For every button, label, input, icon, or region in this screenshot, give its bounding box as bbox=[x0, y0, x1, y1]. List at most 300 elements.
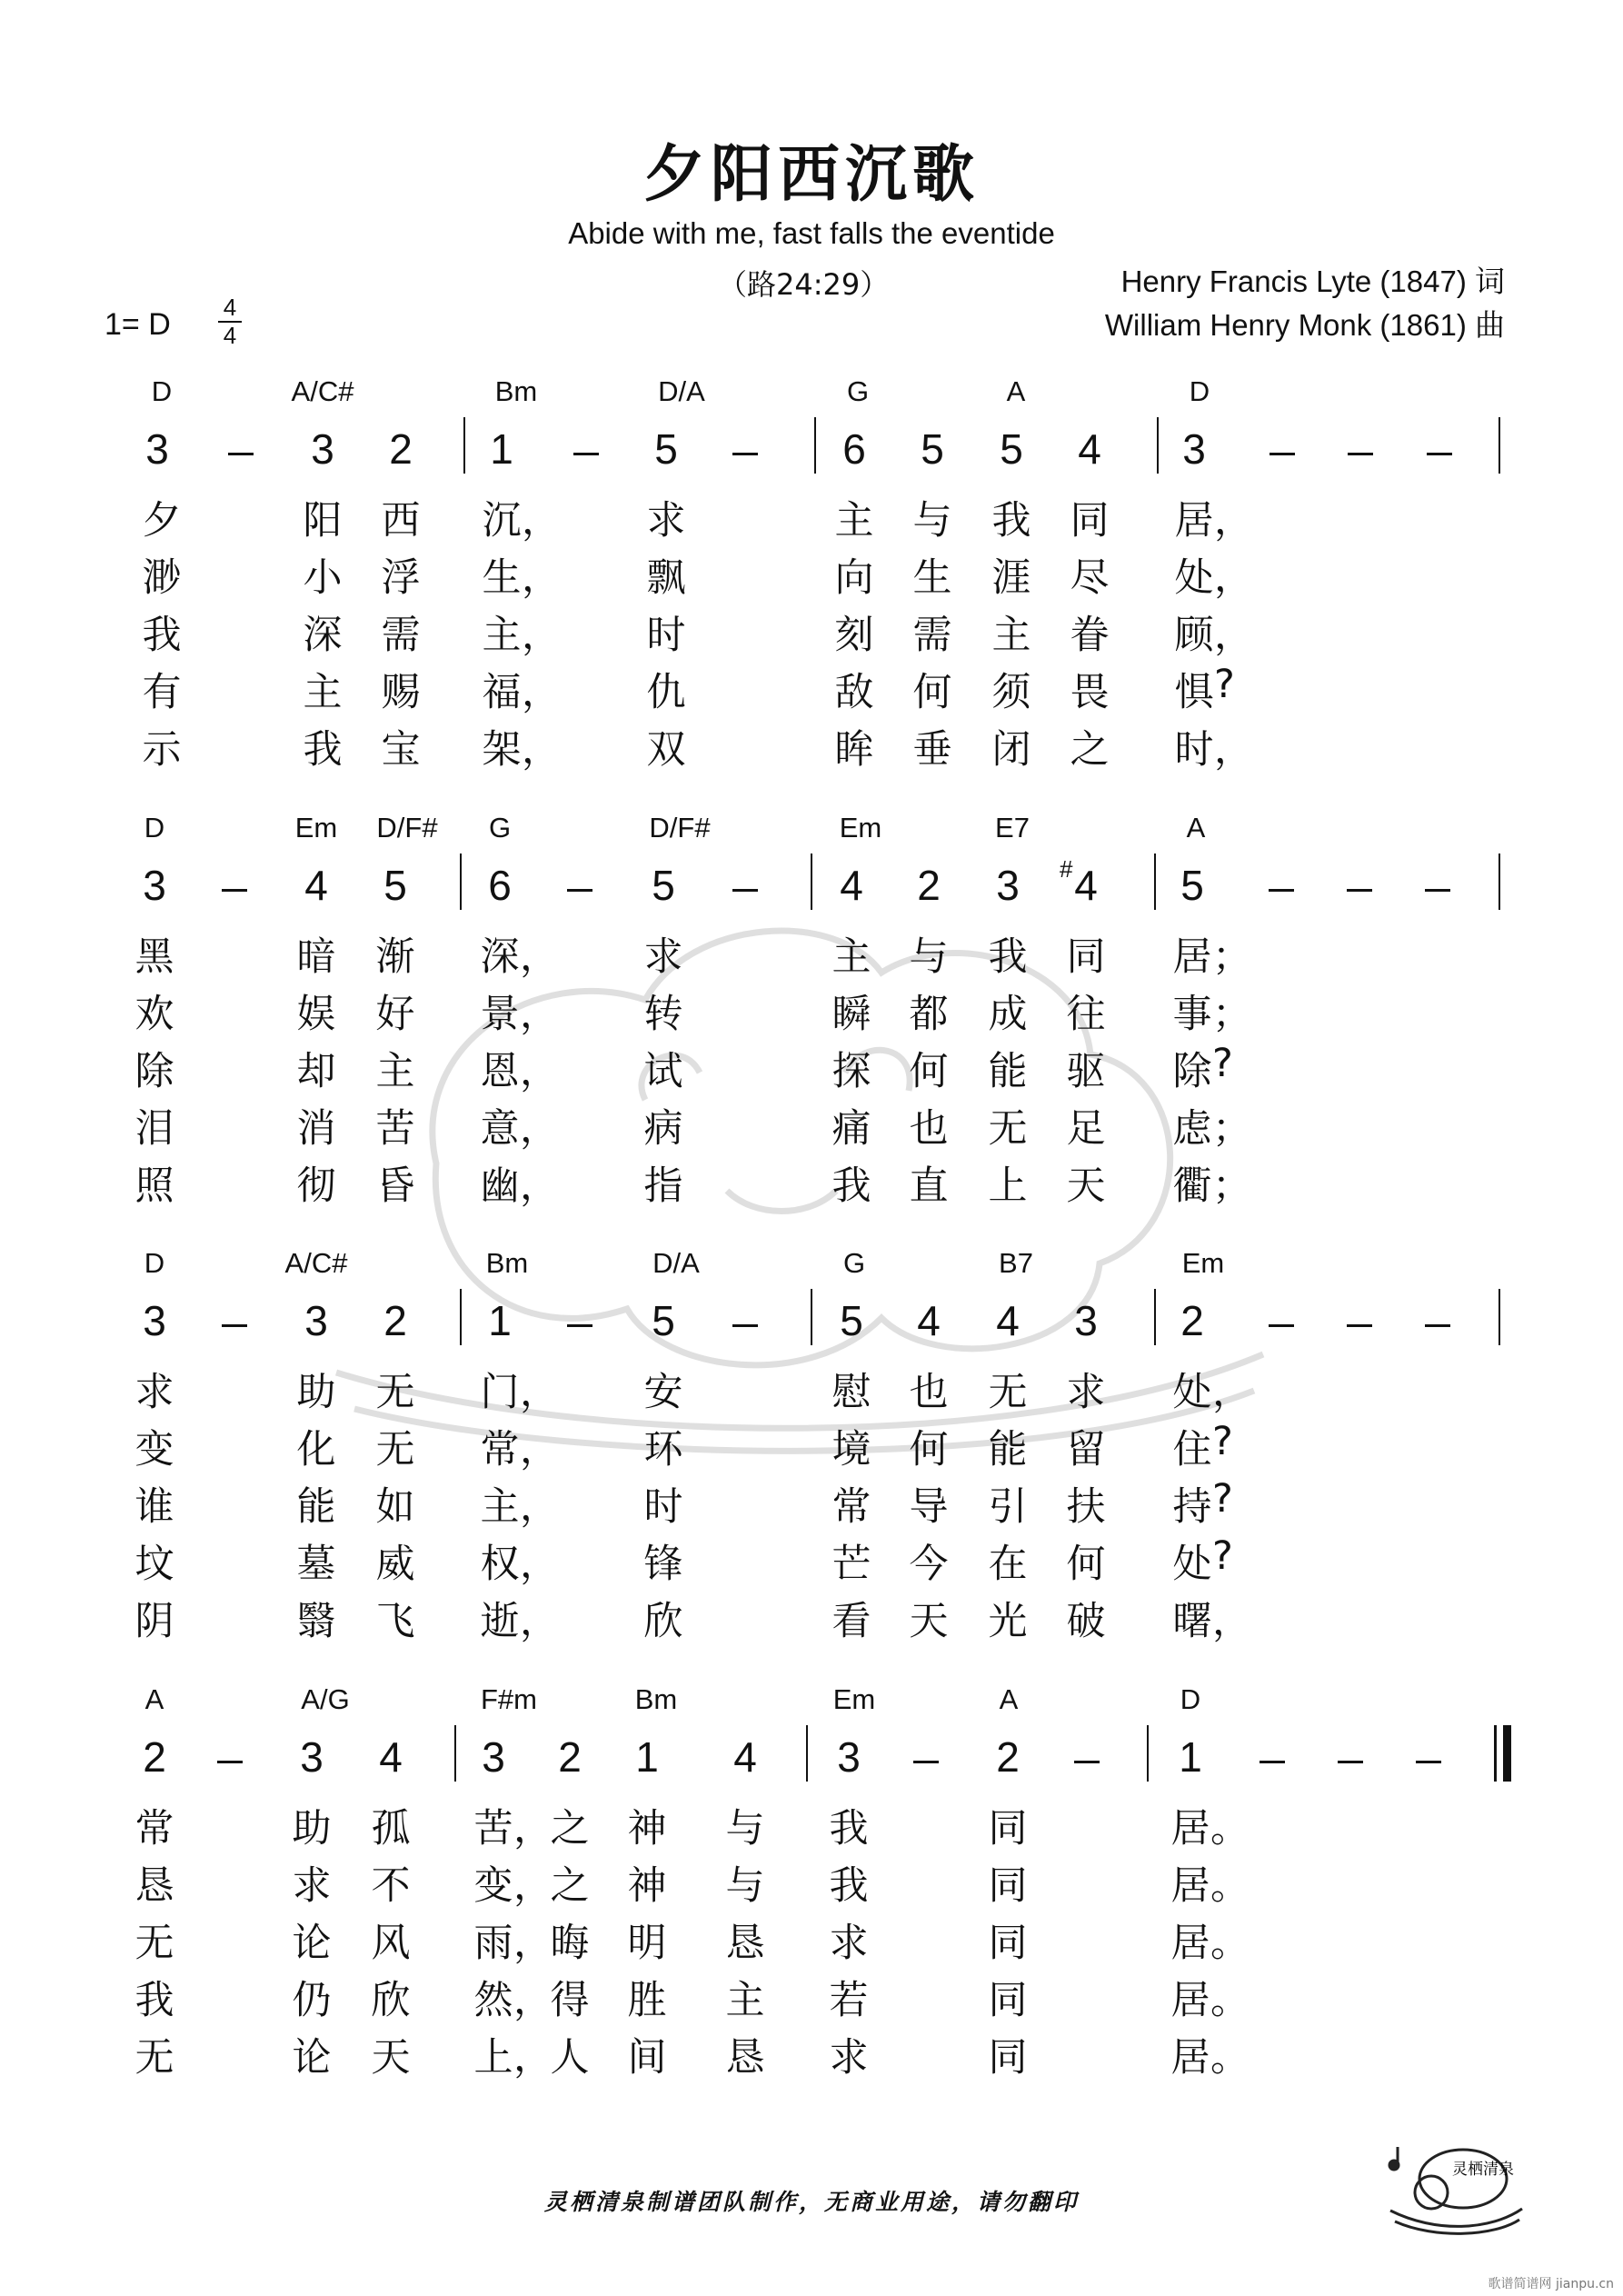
barline bbox=[460, 854, 462, 910]
jianpu-note: 4 bbox=[733, 1733, 757, 1781]
sustain-dash bbox=[228, 453, 254, 455]
lyric-punctuation: ? bbox=[1212, 1419, 1233, 1464]
jianpu-note: 2 bbox=[389, 425, 413, 473]
lyric-char: 何 bbox=[1066, 1542, 1106, 1587]
lyric-char: 成 bbox=[988, 992, 1028, 1037]
chord-symbol: Bm bbox=[494, 375, 538, 407]
jianpu-note: 5 bbox=[1180, 862, 1204, 909]
lyric-char: 刻 bbox=[834, 613, 874, 658]
lyric-char: 晦 bbox=[550, 1921, 590, 1966]
lyric-char: 我 bbox=[142, 613, 182, 658]
time-signature-top: 4 bbox=[223, 294, 237, 321]
lyric-char: 也 bbox=[909, 1370, 949, 1415]
lyric-punctuation: 。 bbox=[1210, 1806, 1250, 1852]
jianpu-note: 6 bbox=[842, 425, 866, 473]
lyric-char: 之 bbox=[550, 1806, 590, 1852]
lyric-char: 恳 bbox=[725, 1921, 765, 1966]
barline bbox=[1154, 1289, 1156, 1345]
lyric-char: 无 bbox=[988, 1106, 1028, 1152]
lyric-char: 欣 bbox=[643, 1599, 683, 1644]
chord-symbol: A/G bbox=[301, 1683, 350, 1715]
lyric-char: 我 bbox=[831, 1163, 871, 1209]
sustain-dash bbox=[1260, 1761, 1285, 1763]
lyric-char: 慰 bbox=[831, 1370, 871, 1415]
lyric-char: 生 bbox=[912, 555, 952, 601]
lyric-punctuation: ， bbox=[520, 992, 559, 1037]
lyric-char: 福 bbox=[482, 670, 522, 715]
jianpu-note: 2 bbox=[917, 862, 941, 909]
lyric-char: 能 bbox=[988, 1427, 1028, 1472]
lyric-char: 向 bbox=[834, 555, 874, 601]
lyric-punctuation: ； bbox=[1212, 992, 1251, 1037]
jianpu-note: 2 bbox=[383, 1297, 407, 1344]
lyric-char: 处 bbox=[1174, 555, 1214, 601]
lyric-punctuation: ， bbox=[1212, 1370, 1251, 1415]
lyric-punctuation: ， bbox=[1214, 498, 1253, 544]
lyric-char: 时 bbox=[1174, 727, 1214, 773]
lyric-char: 导 bbox=[909, 1484, 949, 1530]
key-signature: 1= D bbox=[105, 307, 171, 342]
lyric-char: 同 bbox=[988, 1978, 1028, 2023]
lyric-char: 无 bbox=[375, 1370, 415, 1415]
jianpu-note: 1 bbox=[488, 1297, 512, 1344]
lyric-char: 赐 bbox=[381, 670, 421, 715]
lyric-char: 引 bbox=[988, 1484, 1028, 1530]
sustain-dash bbox=[1347, 889, 1372, 892]
lyric-punctuation: ， bbox=[522, 727, 561, 773]
lyric-char: 景 bbox=[480, 992, 520, 1037]
lyric-char: 我 bbox=[988, 934, 1028, 980]
lyric-char: 天 bbox=[1066, 1163, 1106, 1209]
chord-symbol: A bbox=[999, 1683, 1019, 1715]
lyric-char: 求 bbox=[829, 1921, 869, 1966]
barline bbox=[1157, 417, 1159, 474]
lyric-punctuation: ， bbox=[1212, 1599, 1251, 1644]
jianpu-note: 4 bbox=[840, 862, 863, 909]
lyric-char: 苦 bbox=[473, 1806, 513, 1852]
lyric-char: 有 bbox=[142, 670, 182, 715]
lyric-char: 娱 bbox=[296, 992, 336, 1037]
lyric-char: 居 bbox=[1170, 1863, 1210, 1909]
sustain-dash bbox=[1347, 1324, 1372, 1327]
lyric-char: 意 bbox=[480, 1106, 520, 1152]
chord-symbol: A bbox=[1186, 812, 1206, 844]
lyric-char: 常 bbox=[480, 1427, 520, 1472]
lyric-char: 光 bbox=[988, 1599, 1028, 1644]
lyric-char: 畏 bbox=[1070, 670, 1110, 715]
lyric-punctuation: 。 bbox=[1210, 1863, 1250, 1909]
jianpu-note: 3 bbox=[300, 1733, 324, 1781]
chord-symbol: A bbox=[1006, 375, 1026, 407]
lyric-char: 需 bbox=[912, 613, 952, 658]
lyric-char: 深 bbox=[303, 613, 343, 658]
lyric-char: 探 bbox=[831, 1049, 871, 1094]
lyric-char: 居 bbox=[1174, 498, 1214, 544]
chord-symbol: B7 bbox=[999, 1247, 1033, 1279]
lyric-char: 消 bbox=[296, 1106, 336, 1152]
jianpu-note: 1 bbox=[490, 425, 513, 473]
lyric-char: 得 bbox=[550, 1978, 590, 2023]
lyric-char: 暗 bbox=[296, 934, 336, 980]
lyric-char: 变 bbox=[473, 1863, 513, 1909]
lyric-char: 深 bbox=[480, 934, 520, 980]
lyric-char: 瞬 bbox=[831, 992, 871, 1037]
lyric-char: 如 bbox=[375, 1484, 415, 1530]
lyric-punctuation: ， bbox=[520, 1484, 559, 1530]
lyric-char: 论 bbox=[292, 2035, 332, 2081]
lyric-char: 化 bbox=[296, 1427, 336, 1472]
time-signature bbox=[216, 295, 244, 348]
lyric-char: 时 bbox=[643, 1484, 683, 1530]
lyric-char: 足 bbox=[1066, 1106, 1106, 1152]
lyric-char: 助 bbox=[292, 1806, 332, 1852]
lyric-char: 留 bbox=[1066, 1427, 1106, 1472]
sustain-dash bbox=[222, 1324, 247, 1327]
lyric-char: 往 bbox=[1066, 992, 1106, 1037]
lyric-char: 之 bbox=[550, 1863, 590, 1909]
jianpu-note: 5 bbox=[921, 425, 944, 473]
lyric-char: 虑 bbox=[1172, 1106, 1212, 1152]
chord-symbol: F#m bbox=[481, 1683, 537, 1715]
barline bbox=[811, 854, 812, 910]
barline bbox=[1499, 1289, 1500, 1345]
lyric-char: 同 bbox=[1070, 498, 1110, 544]
lyric-char: 架 bbox=[482, 727, 522, 773]
lyric-char: 敌 bbox=[834, 670, 874, 715]
lyric-char: 求 bbox=[134, 1370, 174, 1415]
footer-credit: 灵栖清泉制谱团队制作，无商业用途，请勿翻印 bbox=[543, 2189, 1079, 2215]
lyric-char: 也 bbox=[909, 1106, 949, 1152]
lyric-char: 风 bbox=[371, 1921, 411, 1966]
lyric-char: 主 bbox=[482, 613, 522, 658]
lyric-punctuation: ? bbox=[1212, 1533, 1233, 1579]
jianpu-note: 1 bbox=[635, 1733, 659, 1781]
jianpu-note: 3 bbox=[996, 862, 1020, 909]
lyric-char: 今 bbox=[909, 1542, 949, 1587]
lyric-char: 主 bbox=[831, 934, 871, 980]
lyric-char: 恳 bbox=[134, 1863, 174, 1909]
lyric-char: 欢 bbox=[134, 992, 174, 1037]
lyric-char: 能 bbox=[988, 1049, 1028, 1094]
lyric-char: 都 bbox=[909, 992, 949, 1037]
chord-symbol: Em bbox=[1181, 1247, 1225, 1279]
jianpu-note: 3 bbox=[1074, 1297, 1098, 1344]
jianpu-note: 4 bbox=[304, 862, 328, 909]
lyric-char: 人 bbox=[550, 2035, 590, 2081]
lyric-punctuation: ， bbox=[522, 670, 561, 715]
lyric-char: 却 bbox=[296, 1049, 336, 1094]
sustain-dash bbox=[1269, 889, 1294, 892]
lyric-char: 无 bbox=[134, 2035, 174, 2081]
lyric-char: 事 bbox=[1172, 992, 1212, 1037]
barline bbox=[1147, 1725, 1149, 1782]
lyric-char: 渐 bbox=[375, 934, 415, 980]
lyric-char: 与 bbox=[909, 934, 949, 980]
lyric-char: 无 bbox=[375, 1427, 415, 1472]
lyric-char: 苦 bbox=[375, 1106, 415, 1152]
lyric-char: 惧 bbox=[1174, 670, 1214, 715]
lyric-char: 上 bbox=[473, 2035, 513, 2081]
lyric-char: 曙 bbox=[1172, 1599, 1212, 1644]
jianpu-note: 4 bbox=[379, 1733, 403, 1781]
lyric-punctuation: 。 bbox=[1210, 1921, 1250, 1966]
lyric-char: 孤 bbox=[371, 1806, 411, 1852]
lyric-char: 好 bbox=[375, 992, 415, 1037]
lyric-char: 昏 bbox=[375, 1163, 415, 1209]
lyric-char: 逝 bbox=[480, 1599, 520, 1644]
chord-symbol: A bbox=[144, 1683, 164, 1715]
lyric-punctuation: ， bbox=[513, 1921, 553, 1966]
lyric-punctuation: ； bbox=[1212, 1163, 1251, 1209]
lyric-char: 安 bbox=[643, 1370, 683, 1415]
lyric-char: 无 bbox=[988, 1370, 1028, 1415]
sustain-dash bbox=[1425, 1324, 1450, 1327]
jianpu-note: 2 bbox=[1180, 1297, 1204, 1344]
sustain-dash bbox=[217, 1761, 243, 1763]
lyric-char: 双 bbox=[646, 727, 686, 773]
lyric-char: 助 bbox=[296, 1370, 336, 1415]
barline bbox=[460, 1289, 462, 1345]
lyric-char: 间 bbox=[627, 2035, 667, 2081]
lyric-char: 指 bbox=[643, 1163, 683, 1209]
lyric-char: 明 bbox=[627, 1921, 667, 1966]
lyric-punctuation: ， bbox=[520, 1106, 559, 1152]
chord-symbol: G bbox=[846, 375, 870, 407]
lyric-char: 然 bbox=[473, 1978, 513, 2023]
chord-symbol: D/A bbox=[658, 375, 705, 407]
chord-symbol: A/C# bbox=[284, 1247, 348, 1279]
jianpu-note: 3 bbox=[143, 1297, 166, 1344]
lyric-char: 主 bbox=[725, 1978, 765, 2023]
barline bbox=[463, 417, 465, 474]
lyric-char: 直 bbox=[909, 1163, 949, 1209]
sustain-dash bbox=[1427, 453, 1452, 455]
jianpu-note: 4 bbox=[1078, 425, 1101, 473]
jianpu-note: 6 bbox=[488, 862, 512, 909]
sustain-dash bbox=[1338, 1761, 1363, 1763]
lyric-char: 若 bbox=[829, 1978, 869, 2023]
lyric-char: 飘 bbox=[646, 555, 686, 601]
sustain-dash bbox=[1416, 1761, 1441, 1763]
jianpu-note: 2 bbox=[143, 1733, 166, 1781]
lyric-punctuation: ， bbox=[522, 613, 561, 658]
lyric-char: 除 bbox=[1172, 1049, 1212, 1094]
corner-watermark: 歌谱简谱网 jianpu.cn bbox=[1488, 2277, 1614, 2291]
lyric-char: 衢 bbox=[1172, 1163, 1212, 1209]
lyric-char: 胜 bbox=[627, 1978, 667, 2023]
chord-symbol: D bbox=[144, 1247, 165, 1279]
lyric-char: 西 bbox=[381, 498, 421, 544]
sustain-dash bbox=[732, 1324, 758, 1327]
lyric-char: 须 bbox=[991, 670, 1031, 715]
logo-text-1: 灵栖清泉 bbox=[1452, 2161, 1514, 2179]
lyric-punctuation: ? bbox=[1212, 1041, 1233, 1086]
lyric-char: 闭 bbox=[991, 727, 1031, 773]
lyric-char: 夕 bbox=[142, 498, 182, 544]
lyric-char: 我 bbox=[829, 1863, 869, 1909]
jianpu-note: 3 bbox=[143, 862, 166, 909]
lyric-char: 彻 bbox=[296, 1163, 336, 1209]
barline bbox=[814, 417, 816, 474]
lyric-char: 我 bbox=[829, 1806, 869, 1852]
barline bbox=[454, 1725, 456, 1782]
lyric-char: 在 bbox=[988, 1542, 1028, 1587]
lyric-char: 住 bbox=[1172, 1427, 1212, 1472]
lyric-char: 尽 bbox=[1070, 555, 1110, 601]
lyric-punctuation: ， bbox=[513, 2035, 553, 2081]
chord-symbol: Bm bbox=[485, 1247, 529, 1279]
sustain-dash bbox=[567, 889, 592, 892]
lyric-char: 居 bbox=[1170, 2035, 1210, 2081]
team-logo-icon bbox=[1381, 2129, 1527, 2238]
chord-symbol: Em bbox=[294, 812, 338, 844]
lyric-char: 同 bbox=[1066, 934, 1106, 980]
jianpu-note: 5 bbox=[654, 425, 678, 473]
chord-symbol: D/F# bbox=[649, 812, 711, 844]
lyric-char: 常 bbox=[831, 1484, 871, 1530]
jianpu-note: 5 bbox=[652, 1297, 675, 1344]
lyric-punctuation: ， bbox=[513, 1806, 553, 1852]
lyric-punctuation: ， bbox=[513, 1978, 553, 2023]
lyric-punctuation: 。 bbox=[1210, 2035, 1250, 2081]
song-title: 夕阳西沉歌 bbox=[642, 139, 980, 211]
lyric-char: 墓 bbox=[296, 1542, 336, 1587]
lyric-char: 照 bbox=[134, 1163, 174, 1209]
lyric-char: 阳 bbox=[303, 498, 343, 544]
lyric-char: 我 bbox=[991, 498, 1031, 544]
chord-symbol: D bbox=[151, 375, 173, 407]
lyric-char: 仇 bbox=[646, 670, 686, 715]
lyric-char: 不 bbox=[371, 1863, 411, 1909]
lyric-char: 我 bbox=[303, 727, 343, 773]
lyric-char: 锋 bbox=[643, 1542, 683, 1587]
sustain-dash bbox=[573, 453, 599, 455]
lyric-char: 居 bbox=[1172, 934, 1212, 980]
lyric-char: 渺 bbox=[142, 555, 182, 601]
lyric-char: 谁 bbox=[134, 1484, 174, 1530]
chord-symbol: A/C# bbox=[291, 375, 354, 407]
jianpu-note: 3 bbox=[837, 1733, 861, 1781]
sustain-dash bbox=[222, 889, 247, 892]
lyric-char: 主 bbox=[375, 1049, 415, 1094]
lyric-char: 试 bbox=[643, 1049, 683, 1094]
lyric-char: 时 bbox=[646, 613, 686, 658]
lyric-char: 飞 bbox=[375, 1599, 415, 1644]
barline bbox=[1499, 417, 1500, 474]
jianpu-note: 4 bbox=[917, 1297, 941, 1344]
lyric-char: 求 bbox=[292, 1863, 332, 1909]
lyric-punctuation: ， bbox=[1214, 613, 1253, 658]
scripture-reference: （路24:29） bbox=[718, 267, 890, 302]
lyric-char: 沉 bbox=[482, 498, 522, 544]
lyric-char: 何 bbox=[909, 1049, 949, 1094]
lyric-char: 求 bbox=[646, 498, 686, 544]
lyric-punctuation: 。 bbox=[1210, 1978, 1250, 2023]
lyric-punctuation: ， bbox=[520, 1049, 559, 1094]
lyric-char: 与 bbox=[912, 498, 952, 544]
lyricist-credit: Henry Francis Lyte (1847) 词 bbox=[1120, 265, 1505, 298]
lyric-char: 神 bbox=[627, 1863, 667, 1909]
chord-symbol: Bm bbox=[634, 1683, 678, 1715]
lyric-char: 示 bbox=[142, 727, 182, 773]
jianpu-note: 2 bbox=[996, 1733, 1020, 1781]
lyric-char: 求 bbox=[1066, 1370, 1106, 1415]
english-subtitle: Abide with me, fast falls the eventide bbox=[568, 216, 1055, 250]
lyric-char: 芒 bbox=[831, 1542, 871, 1587]
lyric-char: 涯 bbox=[991, 555, 1031, 601]
lyric-char: 上 bbox=[988, 1163, 1028, 1209]
jianpu-note: 4 bbox=[996, 1297, 1020, 1344]
jianpu-note: 3 bbox=[482, 1733, 505, 1781]
chord-symbol: Em bbox=[839, 812, 882, 844]
jianpu-note: 3 bbox=[145, 425, 169, 473]
chord-symbol: Em bbox=[832, 1683, 876, 1715]
lyric-char: 天 bbox=[371, 2035, 411, 2081]
lyric-char: 与 bbox=[725, 1863, 765, 1909]
sustain-dash bbox=[1074, 1761, 1100, 1763]
lyric-char: 泪 bbox=[134, 1106, 174, 1152]
chord-symbol: D/A bbox=[652, 1247, 700, 1279]
lyric-char: 眷 bbox=[1070, 613, 1110, 658]
lyric-punctuation: ， bbox=[513, 1863, 553, 1909]
lyric-char: 何 bbox=[909, 1427, 949, 1472]
lyric-char: 恩 bbox=[480, 1049, 520, 1094]
lyric-char: 求 bbox=[829, 2035, 869, 2081]
jianpu-note: 2 bbox=[558, 1733, 582, 1781]
sustain-dash bbox=[913, 1761, 939, 1763]
jianpu-note: 5 bbox=[1000, 425, 1023, 473]
lyric-char: 论 bbox=[292, 1921, 332, 1966]
lyric-char: 看 bbox=[831, 1599, 871, 1644]
lyric-char: 生 bbox=[482, 555, 522, 601]
lyric-char: 我 bbox=[134, 1978, 174, 2023]
lyric-punctuation: ? bbox=[1214, 662, 1235, 707]
chord-symbol: D/F# bbox=[376, 812, 438, 844]
lyric-char: 雨 bbox=[473, 1921, 513, 1966]
lyric-char: 幽 bbox=[480, 1163, 520, 1209]
lyric-char: 环 bbox=[643, 1427, 683, 1472]
lyric-char: 需 bbox=[381, 613, 421, 658]
sustain-dash bbox=[732, 453, 758, 455]
lyric-char: 无 bbox=[134, 1921, 174, 1966]
barline bbox=[811, 1289, 812, 1345]
sustain-dash bbox=[1269, 1324, 1294, 1327]
barline bbox=[806, 1725, 808, 1782]
lyric-char: 处 bbox=[1172, 1542, 1212, 1587]
lyric-char: 能 bbox=[296, 1484, 336, 1530]
lyric-char: 同 bbox=[988, 1921, 1028, 1966]
lyric-char: 主 bbox=[480, 1484, 520, 1530]
lyric-char: 求 bbox=[643, 934, 683, 980]
jianpu-note: 3 bbox=[311, 425, 334, 473]
lyric-punctuation: ， bbox=[520, 1163, 559, 1209]
lyric-char: 恳 bbox=[725, 2035, 765, 2081]
lyric-char: 眸 bbox=[834, 727, 874, 773]
lyric-punctuation: ， bbox=[522, 555, 561, 601]
chord-symbol: G bbox=[842, 1247, 866, 1279]
final-barline bbox=[1494, 1725, 1497, 1782]
chord-symbol: D bbox=[1180, 1683, 1201, 1715]
chord-symbol: D bbox=[1189, 375, 1210, 407]
lyric-punctuation: ； bbox=[1212, 934, 1251, 980]
lyric-char: 扶 bbox=[1066, 1484, 1106, 1530]
lyric-char: 浮 bbox=[381, 555, 421, 601]
barline bbox=[1499, 854, 1500, 910]
lyric-char: 天 bbox=[909, 1599, 949, 1644]
lyric-char: 主 bbox=[991, 613, 1031, 658]
lyric-punctuation: ， bbox=[520, 1599, 559, 1644]
lyric-char: 与 bbox=[725, 1806, 765, 1852]
